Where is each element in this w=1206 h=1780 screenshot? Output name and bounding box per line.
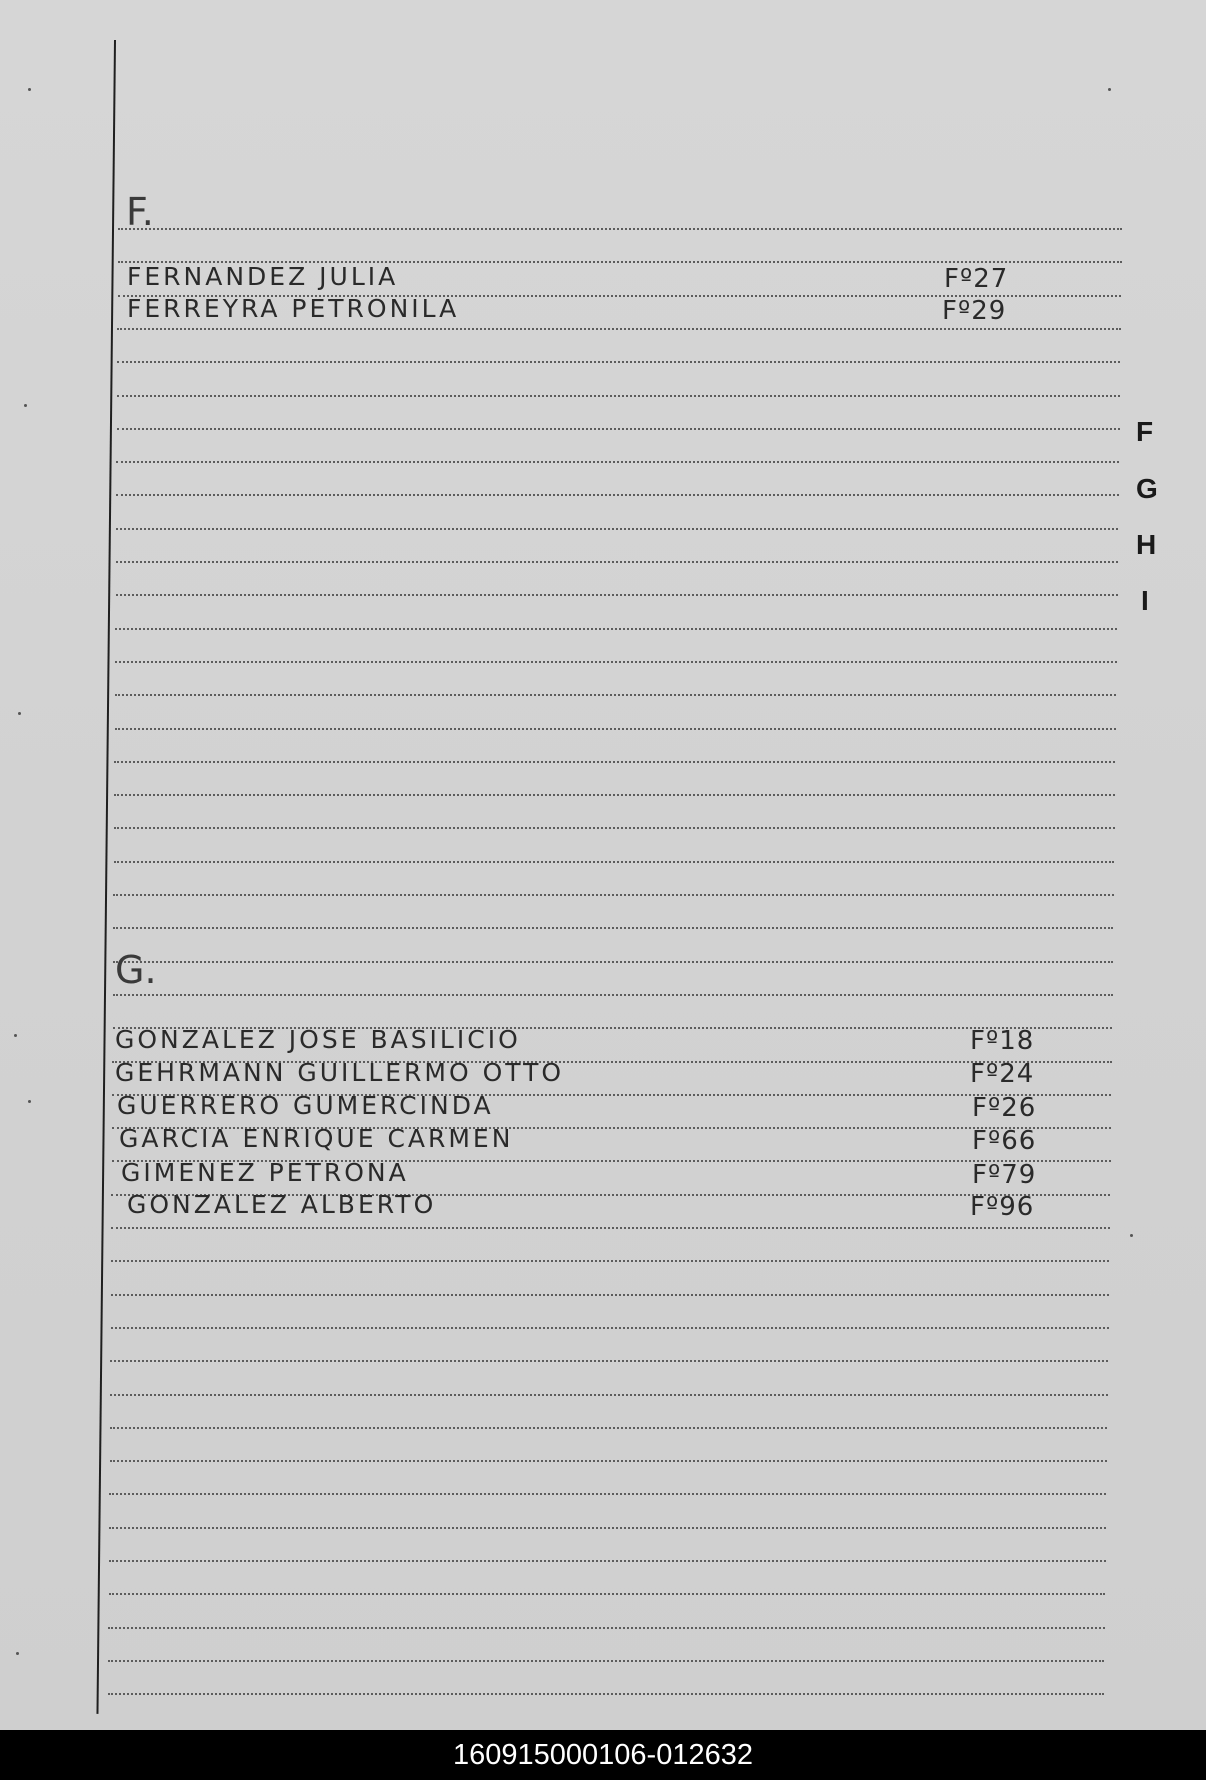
- ruled-line: [110, 1394, 1108, 1396]
- entry-folio: Fº27: [944, 264, 1009, 294]
- section-letter-f: F.: [126, 190, 154, 234]
- scan-speck: [28, 88, 31, 91]
- margin-line: [96, 40, 116, 1714]
- ruled-line: [116, 594, 1118, 596]
- ruled-line: [111, 1327, 1109, 1329]
- ruled-line: [111, 1260, 1109, 1262]
- ruled-line: [109, 1527, 1106, 1529]
- index-tab-g[interactable]: G: [1136, 473, 1158, 504]
- ruled-line: [114, 827, 1115, 829]
- index-tab-h[interactable]: H: [1136, 529, 1157, 560]
- ruled-line: [116, 528, 1118, 530]
- ruled-line: [116, 561, 1118, 563]
- entry-folio: Fº66: [972, 1126, 1037, 1156]
- entry-folio: Fº79: [972, 1160, 1037, 1190]
- ruled-line: [110, 1460, 1107, 1462]
- ruled-line: [115, 628, 1117, 630]
- entry-folio: Fº29: [942, 296, 1007, 326]
- ruled-line: [110, 1427, 1107, 1429]
- index-tab-i[interactable]: I: [1141, 585, 1149, 616]
- ruled-line: [111, 1294, 1109, 1296]
- ruled-line: [109, 1560, 1106, 1562]
- ruled-line: [117, 395, 1120, 397]
- ruled-line: [118, 228, 1122, 230]
- entry-folio: Fº26: [972, 1093, 1037, 1123]
- ruled-line: [108, 1660, 1104, 1662]
- ruled-line: [117, 361, 1120, 363]
- ruled-line: [116, 494, 1119, 496]
- entry-name: FERNANDEZ JULIA: [127, 262, 399, 291]
- ruled-line: [111, 1227, 1110, 1229]
- ruled-line: [117, 328, 1121, 330]
- entry-folio: Fº24: [970, 1059, 1035, 1089]
- ruled-line: [113, 994, 1113, 996]
- ruled-line: [108, 1693, 1104, 1695]
- scan-speck: [24, 404, 27, 407]
- ruled-line: [115, 694, 1116, 696]
- ruled-line: [109, 1593, 1105, 1595]
- entry-name: GEHRMANN GUILLERMO OTTO: [115, 1058, 565, 1087]
- scan-speck: [16, 1652, 19, 1655]
- ruled-line: [113, 927, 1113, 929]
- ruled-line: [115, 661, 1117, 663]
- entry-name: GARCIA ENRIQUE CARMEN: [119, 1124, 514, 1153]
- ruled-line: [116, 461, 1119, 463]
- entry-name: GIMENEZ PETRONA: [121, 1158, 409, 1187]
- entry-folio: Fº18: [970, 1026, 1035, 1056]
- entry-name: GUERRERO GUMERCINDA: [117, 1091, 494, 1120]
- ruled-line: [108, 1627, 1105, 1629]
- ruled-line: [113, 894, 1114, 896]
- footer-document-code: 160915000106-012632: [0, 1730, 1206, 1780]
- ruled-line: [117, 428, 1120, 430]
- scan-speck: [18, 712, 21, 715]
- ruled-line: [113, 961, 1113, 963]
- section-letter-g: G.: [115, 948, 157, 992]
- ruled-line: [115, 728, 1116, 730]
- scan-speck: [1108, 88, 1111, 91]
- ruled-line: [109, 1493, 1106, 1495]
- entry-name: FERREYRA PETRONILA: [127, 294, 460, 323]
- ruled-line: [114, 794, 1115, 796]
- scan-speck: [14, 1034, 17, 1037]
- ruled-line: [114, 861, 1114, 863]
- entry-folio: Fº96: [970, 1192, 1035, 1222]
- ruled-line: [114, 761, 1115, 763]
- entry-name: GONZALEZ ALBERTO: [127, 1190, 437, 1219]
- scan-speck: [28, 1100, 31, 1103]
- entry-name: GONZALEZ JOSE BASILICIO: [115, 1025, 521, 1054]
- ruled-line: [110, 1360, 1108, 1362]
- scan-speck: [1130, 1234, 1133, 1237]
- index-tab-f[interactable]: F: [1136, 416, 1154, 447]
